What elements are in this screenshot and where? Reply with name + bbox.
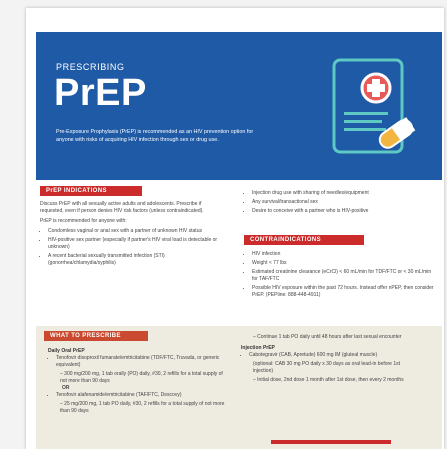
list-item: • Estimated creatinine clearance (eCrCl) < 60 mL/min for TDF/FTC or < 30 mL/min for TAF/FTC xyxy=(252,269,434,283)
indications-continued xyxy=(244,190,434,217)
injection-list xyxy=(241,352,421,359)
contraindications-heading: CONTRAINDICATIONS xyxy=(244,235,364,245)
list-item: • A recent bacterial sexually transmitted infection (STI) (gonorrhea/chlamydia/syphilis) xyxy=(48,253,220,267)
or-label: OR xyxy=(62,385,70,391)
document-page xyxy=(26,8,444,449)
list-item: • Condomless vaginal or anal sex with a partner of unknown HIV status xyxy=(48,228,220,235)
contraindications-list xyxy=(244,251,434,299)
indications-intro: Discuss PrEP with all sexually active adults and adolescents. Prescribe if requested, even if person denies HIV risk factors (unless contraindicated). xyxy=(40,201,204,214)
list-item: • Desire to conceive with a partner who is HIV-positive xyxy=(252,208,434,215)
divider xyxy=(271,440,391,444)
kicker-text: PRESCRIBING xyxy=(56,62,125,72)
list-item: • Tenofovir alafenamide/emtricitabine (TAF/FTC, Descovy) xyxy=(56,392,228,399)
dosing-note: – Continue 1 tab PO daily until 48 hours after last sexual encounter xyxy=(253,334,402,340)
list-item: • Any survival/transactional sex xyxy=(252,199,434,206)
injection-heading: Injection PrEP xyxy=(241,345,275,351)
injection-dosing-note: – Initial dose, 2nd dose 1 month after 1st dose, then every 2 months xyxy=(253,377,404,383)
daily-oral-list-2 xyxy=(48,392,228,399)
what-to-prescribe-section xyxy=(36,326,442,449)
hero-banner xyxy=(36,32,442,180)
indications-list-continued xyxy=(244,190,434,215)
daily-oral-list xyxy=(48,355,228,369)
list-item: • HIV-positive sex partner (especially if partner's HIV viral load is detectable or unknown) xyxy=(48,237,220,251)
prescription-document-icon xyxy=(314,50,432,168)
list-item: • Cabotegravir (CAB, Apretude) 600 mg IM (gluteal muscle) xyxy=(249,352,421,359)
prescribe-left-column xyxy=(48,348,228,415)
prescribe-right-column xyxy=(241,334,421,384)
intro-text: Pre-Exposure Prophylaxis (PrEP) is recommended as an HIV prevention option for anyone with risks of acquiring HIV infection through sex or drug use. xyxy=(56,129,254,143)
contraindications-body xyxy=(244,251,434,301)
list-item: • Possible HIV exposure within the past 72 hours. Instead offer nPEP, then consider PrEP. (PEPline: 888-448-4911) xyxy=(252,285,434,299)
injection-optional-note: (optional: CAB 30 mg PO daily x 30 days as oral lead-in before 1st injection) xyxy=(253,361,401,374)
list-item: • Tenofovir disoproxil fumarate/emtricitabine (TDF/FTC, Truvada, or generic equivalent) xyxy=(56,355,228,369)
list-item: • Weight < 77 lbs xyxy=(252,260,434,267)
dosing-note: – 300 mg/200 mg, 1 tab orally (PO) daily, #30, 2 refills for a total supply of not more than 90 days xyxy=(60,371,223,384)
list-item: • Injection drug use with sharing of needles/equipment xyxy=(252,190,434,197)
dosing-note: – 25 mg/200 mg, 1 tab PO daily, #30, 2 refills for a total supply of not more than 90 days xyxy=(60,401,225,414)
indications-lead: PrEP is recommended for anyone with: xyxy=(40,218,127,224)
indications-heading: PrEP INDICATIONS xyxy=(40,186,142,196)
indications-list xyxy=(40,228,220,267)
list-item: • HIV infection xyxy=(252,251,434,258)
daily-oral-heading: Daily Oral PrEP xyxy=(48,348,85,354)
indications-body xyxy=(40,201,220,269)
prescribe-heading: WHAT TO PRESCRIBE xyxy=(44,331,148,341)
page-title: PrEP xyxy=(54,72,147,114)
